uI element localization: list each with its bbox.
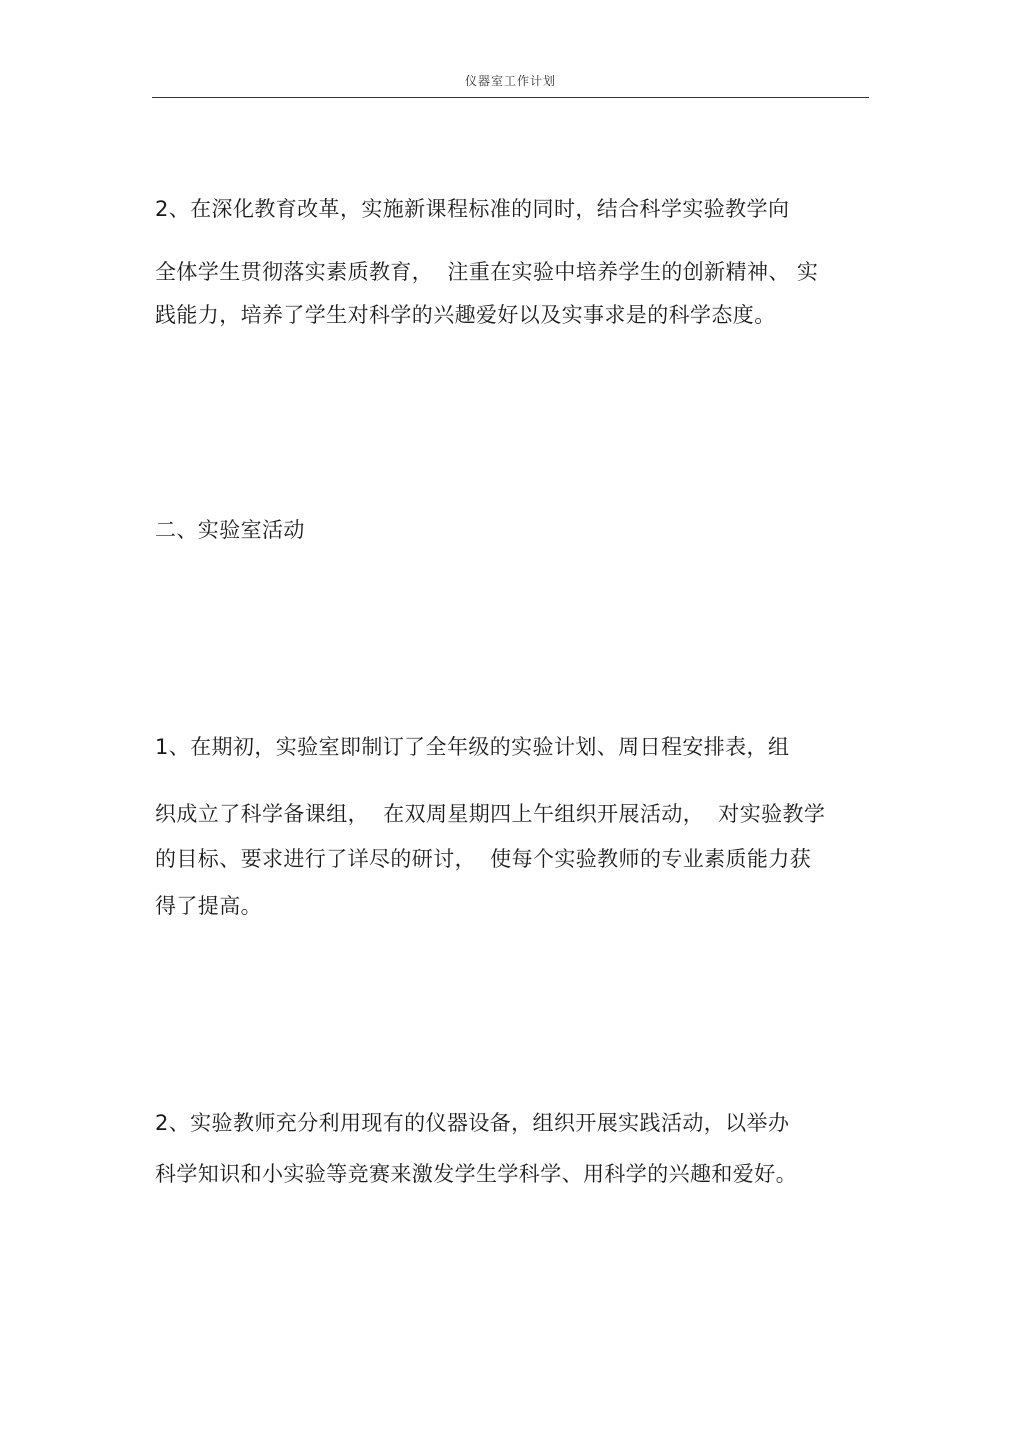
header-divider xyxy=(152,97,869,98)
paragraph-3-line-2: 科学知识和小实验等竞赛来激发学生学科学、用科学的兴趣和爱好。 xyxy=(155,1162,797,1186)
paragraph-2-line-3: 的目标、要求进行了详尽的研讨， 使每个实验教师的专业素质能力获 xyxy=(155,847,812,871)
paragraph-1-line-2: 全体学生贯彻落实素质教育， 注重在实验中培养学生的创新精神、 实 xyxy=(155,260,819,284)
section-heading: 二、实验室活动 xyxy=(155,518,305,542)
paragraph-1-line-1: 2、在深化教育改革，实施新课程标准的同时，结合科学实验教学向 xyxy=(155,197,790,221)
paragraph-2-line-4: 得了提高。 xyxy=(155,894,262,918)
paragraph-2-line-1: 1、在期初，实验室即制订了全年级的实验计划、周日程安排表，组 xyxy=(155,735,790,759)
paragraph-1-line-3: 践能力，培养了学生对科学的兴趣爱好以及实事求是的科学态度。 xyxy=(155,303,776,327)
page-header: 仪器室工作计划 xyxy=(464,74,556,88)
paragraph-2-line-2: 织成立了科学备课组， 在双周星期四上午组织开展活动， 对实验教学 xyxy=(155,802,826,826)
paragraph-3-line-1: 2、实验教师充分利用现有的仪器设备，组织开展实践活动，以举办 xyxy=(155,1111,790,1135)
